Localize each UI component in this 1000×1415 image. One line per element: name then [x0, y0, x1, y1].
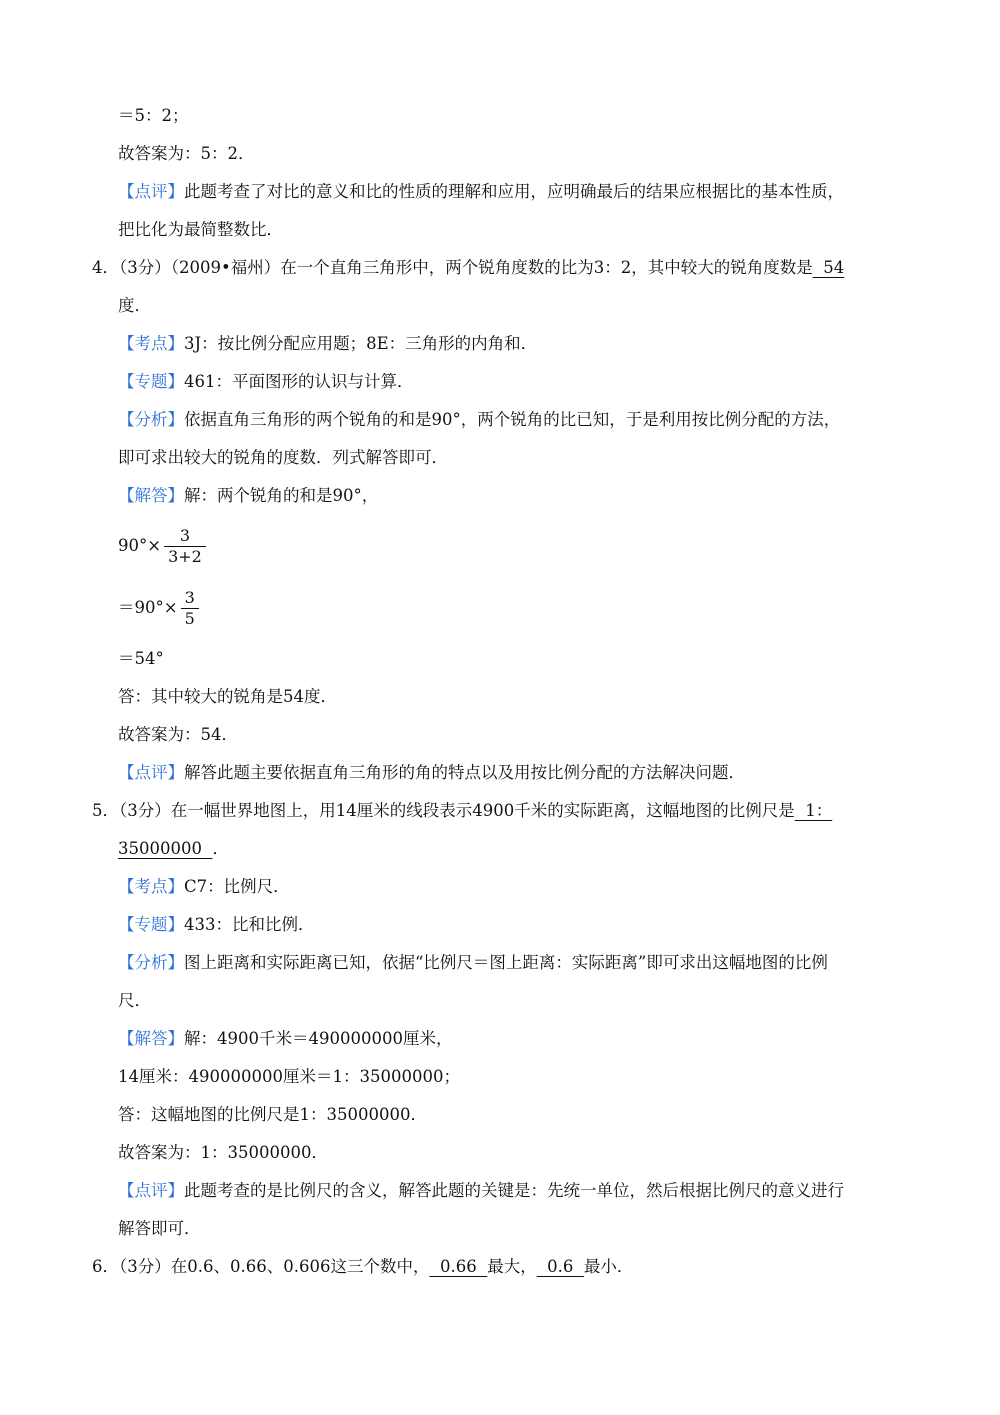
- fraction: [164, 526, 206, 567]
- text-line: 尺．: [118, 991, 151, 1010]
- text-line: 14厘米：490000000厘米＝1：35000000；: [118, 1067, 460, 1086]
- kaodian-line: [118, 876, 290, 898]
- jieda-tag: 【解答】: [118, 1029, 184, 1048]
- zhuanti-text: 433：比和比例．: [184, 915, 315, 934]
- answer-blank: 54: [812, 258, 845, 277]
- text-line: 答：其中较大的锐角是54度．: [118, 687, 337, 706]
- text-line: 即可求出较大的锐角的度数．列式解答即可．: [118, 448, 448, 467]
- question-4: [92, 257, 844, 279]
- kaodian-tag: 【考点】: [118, 334, 184, 353]
- jieda-tag: 【解答】: [118, 486, 184, 505]
- comment-text: 此题考查了对比的意义和比的性质的理解和应用，应明确最后的结果应根据比的基本性质，: [184, 182, 844, 201]
- kaodian-tag: 【考点】: [118, 877, 184, 896]
- denominator: 3+2: [168, 547, 202, 566]
- answer-blank: 35000000: [118, 839, 213, 858]
- comment-line: [118, 181, 844, 203]
- answer-blank: 0.6: [536, 1257, 584, 1276]
- answer-blank: 0.66: [429, 1257, 488, 1276]
- text-line: 答：这幅地图的比例尺是1：35000000．: [118, 1105, 427, 1124]
- text-line: 故答案为：5：2．: [118, 144, 255, 163]
- fenxi-tag: 【分析】: [118, 953, 184, 972]
- jieda-text: 解：4900千米＝490000000厘米，: [184, 1029, 453, 1048]
- answer-blank: 1：: [794, 801, 833, 820]
- zhuanti-line: [118, 371, 414, 393]
- question-6: [92, 1256, 633, 1278]
- dianping-line: [118, 762, 745, 784]
- fraction: [181, 588, 199, 629]
- text-line: 把比化为最简整数比．: [118, 220, 283, 239]
- text-line: 故答案为：54．: [118, 725, 238, 744]
- kaodian-line: [118, 333, 537, 355]
- zhuanti-tag: 【专题】: [118, 372, 184, 391]
- dianping-line: [118, 1180, 844, 1202]
- fenxi-line: [118, 409, 840, 431]
- dianping-tag: 【点评】: [118, 182, 184, 201]
- dianping-tag: 【点评】: [118, 1181, 184, 1200]
- question-5: [92, 800, 832, 822]
- question-text: 5．（3分）在一幅世界地图上，用14厘米的线段表示4900千米的实际距离，这幅地图的比例尺是: [92, 801, 795, 820]
- text-line: 度．: [118, 296, 151, 315]
- jieda-line: [118, 1028, 452, 1050]
- question-mid: 最大，: [487, 1257, 537, 1276]
- equation-left: ＝90°×: [118, 598, 178, 617]
- dianping-tag: 【点评】: [118, 763, 184, 782]
- fenxi-text: 图上距离和实际距离已知，依据“比例尺＝图上距离：实际距离”即可求出这幅地图的比例: [184, 953, 828, 972]
- numerator: 3: [184, 588, 195, 607]
- text-line: 故答案为：1：35000000．: [118, 1143, 328, 1162]
- zhuanti-tag: 【专题】: [118, 915, 184, 934]
- text-line: [118, 838, 229, 860]
- jieda-line: [118, 485, 378, 507]
- equation-left: 90°×: [118, 536, 162, 555]
- text-line: ＝54°: [118, 649, 164, 668]
- dianping-text: 解答此题主要依据直角三角形的角的特点以及用按比例分配的方法解决问题．: [184, 763, 745, 782]
- question-text: 4．（3分）（2009•福州）在一个直角三角形中，两个锐角度数的比为3：2，其中较大的锐角度数是: [92, 258, 813, 277]
- zhuanti-text: 461：平面图形的认识与计算．: [184, 372, 414, 391]
- equation-line: [118, 523, 206, 569]
- jieda-text: 解：两个锐角的和是90°，: [184, 486, 379, 505]
- fenxi-line: [118, 952, 828, 974]
- zhuanti-line: [118, 914, 315, 936]
- kaodian-text: 3J：按比例分配应用题；8E：三角形的内角和．: [184, 334, 538, 353]
- text-line: ＝5：2；: [118, 106, 189, 125]
- denominator: 5: [184, 609, 195, 628]
- equation-line: [118, 585, 199, 631]
- dianping-text: 此题考查的是比例尺的含义，解答此题的关键是：先统一单位，然后根据比例尺的意义进行: [184, 1181, 844, 1200]
- kaodian-text: C7：比例尺．: [184, 877, 290, 896]
- fenxi-text: 依据直角三角形的两个锐角的和是90°，两个锐角的比已知，于是利用按比例分配的方法，: [184, 410, 841, 429]
- question-text: 6．（3分）在0.6、0.66、0.606这三个数中，: [92, 1257, 430, 1276]
- numerator: 3: [179, 526, 191, 545]
- question-suffix: 最小．: [583, 1257, 634, 1276]
- text-line: 解答即可．: [118, 1219, 201, 1238]
- fenxi-tag: 【分析】: [118, 410, 184, 429]
- question-suffix: ．: [212, 839, 229, 858]
